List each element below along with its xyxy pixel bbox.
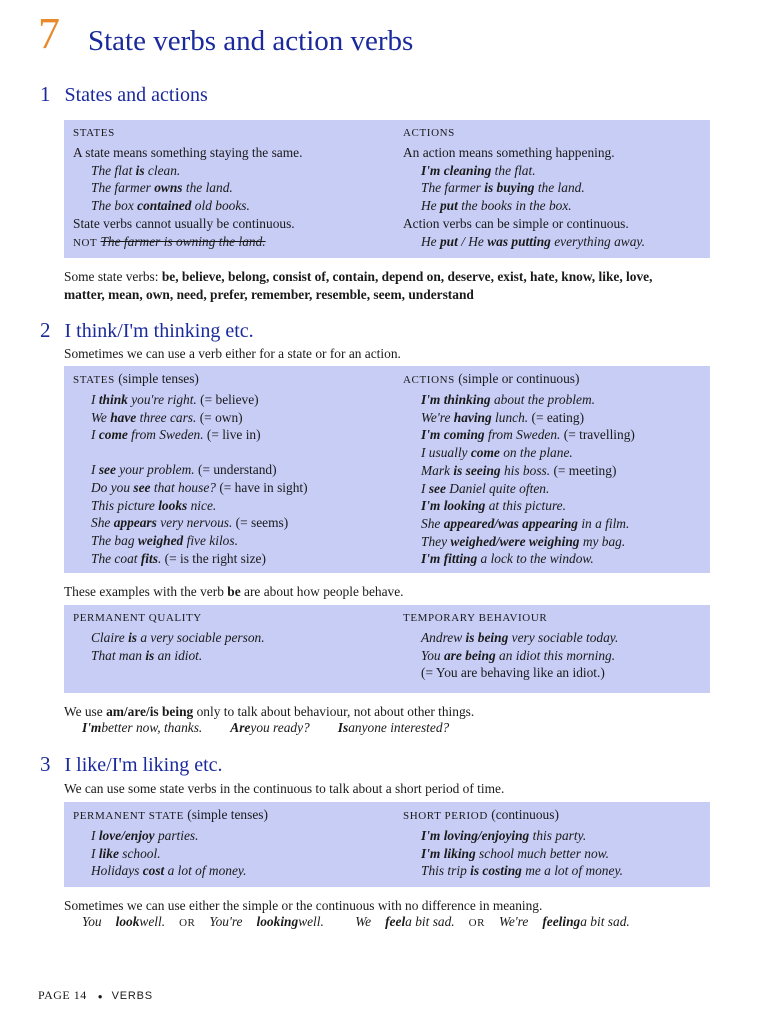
example: Do you see that house? (= have in sight) xyxy=(91,479,308,495)
page-footer xyxy=(38,988,153,1003)
example: The coat fits. (= is the right size) xyxy=(91,550,266,566)
section-number: 2 xyxy=(40,318,51,342)
example: The farmer is buying the land. xyxy=(421,180,585,196)
example: I'm fitting a lock to the window. xyxy=(421,551,594,567)
short-period-column xyxy=(403,802,708,880)
column-heading: PERMANENT QUALITY xyxy=(73,612,202,624)
section-title: I think/I'm thinking etc. xyxy=(64,320,254,342)
example: The bag weighed five kilos. xyxy=(91,532,238,548)
section-2-heading xyxy=(40,320,254,341)
example: I'm coming from Sweden. (= travelling) xyxy=(421,427,635,443)
actions-column xyxy=(403,120,708,250)
example: He put the books in the box. xyxy=(421,198,572,214)
example-note: (= You are behaving like an idiot.) xyxy=(421,665,605,681)
actions-column xyxy=(403,366,708,568)
column-heading: STATES (simple tenses) xyxy=(73,371,199,386)
example: Isanyone interested? xyxy=(337,720,450,735)
column-heading: STATES xyxy=(73,127,115,139)
permanent-quality-column xyxy=(73,605,393,664)
temporary-behaviour-column xyxy=(403,605,708,682)
no-difference-examples: Youlookwell.ORYou'relookingwell. Wefeela bit sad.ORWe'refeelinga bit sad. xyxy=(82,914,630,929)
example: This trip is costing me a lot of money. xyxy=(421,863,623,879)
being-examples xyxy=(82,720,477,736)
example: I'm loving/enjoying this party. xyxy=(421,828,587,843)
rule: Action verbs can be simple or continuous. xyxy=(403,215,629,231)
section-number: 3 xyxy=(40,752,51,776)
example: She appears very nervous. (= seems) xyxy=(91,515,289,531)
section-title: States and actions xyxy=(64,84,208,106)
example: I'm liking school much better now. xyxy=(421,845,609,861)
example: You are being an idiot this morning. xyxy=(421,647,616,663)
example: I usually come on the plane. xyxy=(421,445,573,461)
unit-number: 7 xyxy=(38,9,60,58)
example: I'mbetter now, thanks. xyxy=(82,720,203,735)
unit-title: State verbs and action verbs xyxy=(88,25,414,57)
example: I like school. xyxy=(91,845,161,861)
footer-section: VERBS xyxy=(111,990,153,1002)
section-3-heading xyxy=(40,754,223,775)
example: The box contained old books. xyxy=(91,198,250,214)
definition: A state means something staying the same. xyxy=(73,145,303,160)
example: I'm thinking about the problem. xyxy=(421,392,595,407)
example: I love/enjoy parties. xyxy=(91,828,199,843)
states-column xyxy=(73,120,393,252)
section-title: I like/I'm liking etc. xyxy=(64,754,223,776)
permanent-state-column xyxy=(73,802,393,880)
column-heading: ACTIONS xyxy=(403,127,455,139)
column-heading: ACTIONS (simple or continuous) xyxy=(403,371,580,386)
column-heading: PERMANENT STATE (simple tenses) xyxy=(73,807,268,822)
section-outro: Sometimes we can use either the simple or the continuous with no difference in meaning. xyxy=(64,898,543,913)
example: This picture looks nice. xyxy=(91,497,217,513)
state-short-period-box xyxy=(64,802,710,887)
example: Holidays cost a lot of money. xyxy=(91,863,247,879)
example: I come from Sweden. (= live in) xyxy=(91,427,261,443)
column-heading: TEMPORARY BEHAVIOUR xyxy=(403,612,548,624)
example: The farmer owns the land. xyxy=(91,180,233,196)
example: Areyou ready? xyxy=(230,720,310,735)
column-heading: SHORT PERIOD (continuous) xyxy=(403,807,559,822)
example: I'm cleaning the flat. xyxy=(421,162,536,178)
state-action-examples-box xyxy=(64,366,710,573)
example: The flat is clean. xyxy=(91,162,181,178)
definition: An action means something happening. xyxy=(403,145,615,160)
section-intro: Sometimes we can use a verb either for a state or for an action. xyxy=(64,346,401,361)
example: Claire is a very sociable person. xyxy=(91,630,265,645)
example: I'm looking at this picture. xyxy=(421,498,566,514)
section-intro: We can use some state verbs in the continuous to talk about a short period of time. xyxy=(64,781,505,796)
states-actions-box xyxy=(64,120,710,258)
page-number: PAGE 14 xyxy=(38,988,87,1002)
be-intro: These examples with the verb be are about how people behave. xyxy=(64,584,404,599)
example: Mark is seeing his boss. (= meeting) xyxy=(421,462,617,478)
example: I see your problem. (= understand) xyxy=(91,462,277,478)
example: She appeared/was appearing in a film. xyxy=(421,515,630,531)
bullet-icon: ● xyxy=(97,992,103,1001)
example: Andrew is being very sociable today. xyxy=(421,630,619,645)
not-example: NOT The farmer is owning the land. xyxy=(73,233,266,249)
be-examples-box xyxy=(64,605,710,693)
example: They weighed/were weighing my bag. xyxy=(421,533,626,549)
being-rule: We use am/are/is being only to talk about behaviour, not about other things. xyxy=(64,704,475,719)
state-verb-list: Some state verbs: be, believe, belong, consist of, contain, depend on, deserve, exist, hate, know, like, love, matter, mean, own, need, prefer, remember, resemble, seem, understand xyxy=(64,269,653,302)
example: That man is an idiot. xyxy=(91,647,203,663)
example: We're having lunch. (= eating) xyxy=(421,409,585,425)
rule: State verbs cannot usually be continuous. xyxy=(73,215,295,231)
example: We have three cars. (= own) xyxy=(91,409,243,425)
example: He put / He was putting everything away. xyxy=(421,233,645,249)
section-number: 1 xyxy=(40,82,51,106)
example: I think you're right. (= believe) xyxy=(91,392,259,407)
section-1-heading xyxy=(40,84,208,105)
example: I see Daniel quite often. xyxy=(421,480,550,496)
states-column xyxy=(73,366,393,567)
